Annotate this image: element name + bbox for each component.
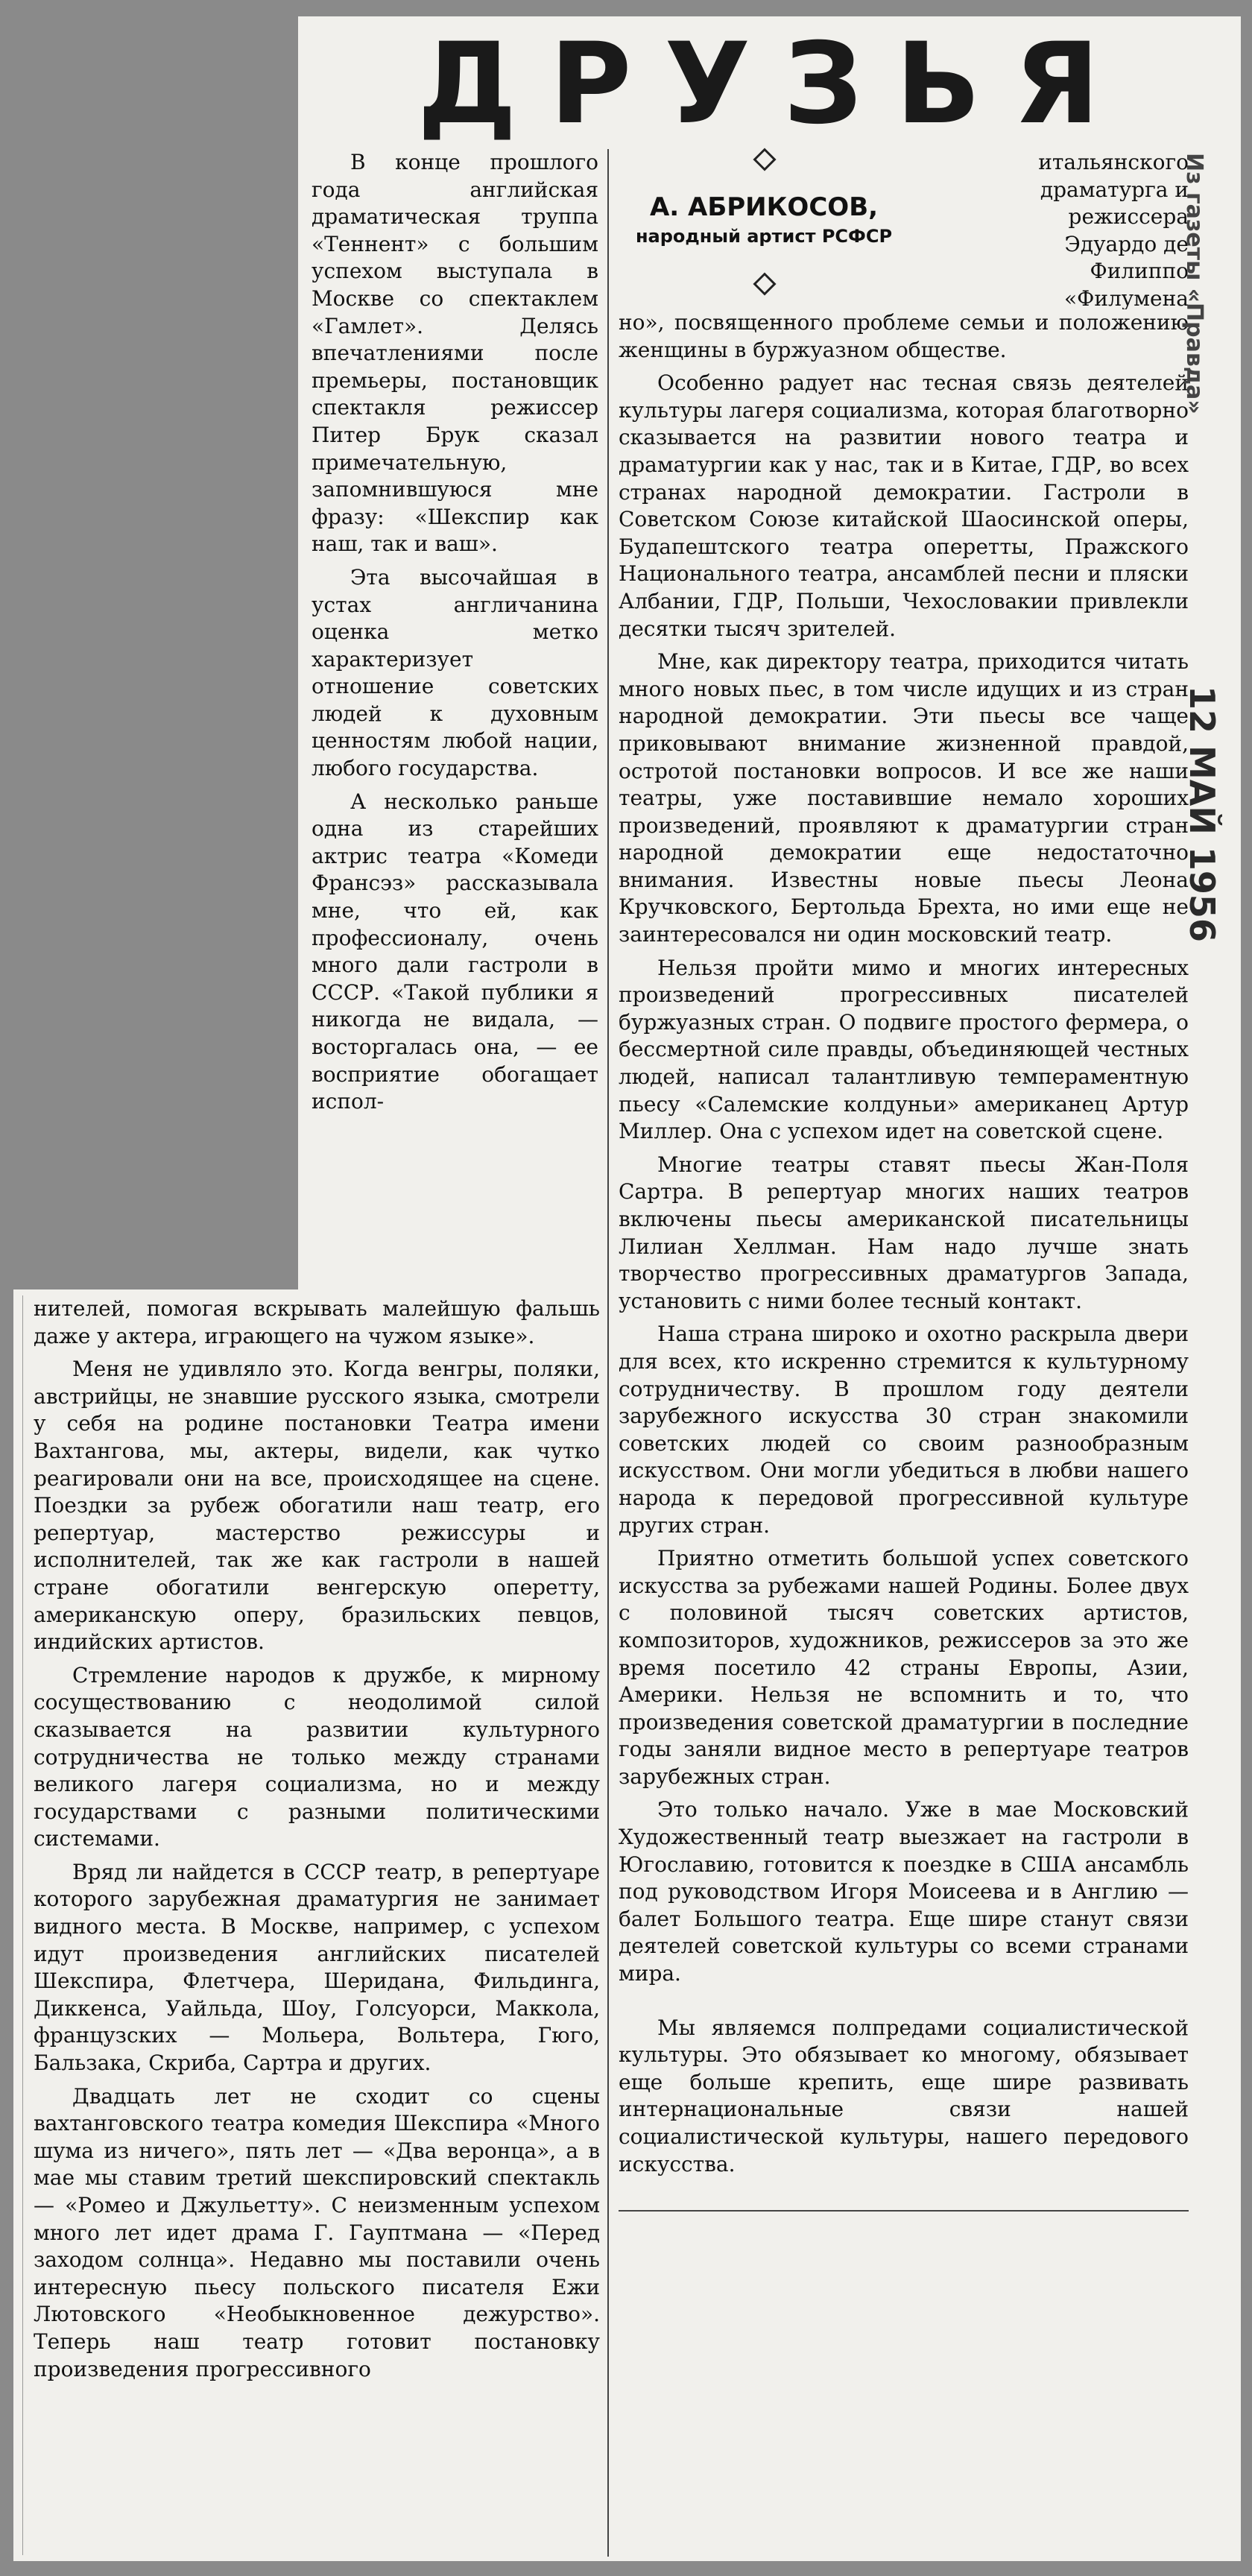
date-stamp: 12 МАЙ 1956 [1182,686,1222,942]
article-column-left-top [312,149,598,1301]
paragraph: нителей, помогая вскрывать малейшую фальшь даже у актера, играющего на чужом языке». [34,1296,600,1348]
paragraph: Стремление народов к дружбе, к мирному сосуществованию с неодолимой силой сказывается на развитии культурного сотрудничества не только между странами великого лагеря социализма, но и между государствами с разными политическими системами. [34,1662,600,1852]
paragraph: Эта высочайшая в устах англичанина оценка метко характеризует отношение советских людей к духовным ценностям любой нации, любого государства. [312,564,598,781]
paragraph: Двадцать лет не сходит со сцены вахтанговского театра комедия Шекспира «Много шума из ничего», пять лет — «Два веронца», а в мае мы ставим третий шекспировский спектакль — «Ромео и Джульетту». С неизменным успехом много лет идет драма Г. Гауптмана — «Перед заходом солнца». Недавно мы поставили очень интересную пьесу польского писателя Ежи Лютовского «Необыкновенное дежурство». Теперь наш театр готовит постановку произведения прогрессивного [34,2083,600,2381]
column-divider [22,1295,23,2555]
article-column-right [619,309,1189,2553]
paragraph: Мне, как директору театра, приходится читать много новых пьес, в том числе идущих и из стран народной демократии. Эти пьесы все чаще приковывают внимание жизненной правдой, остротой постановки вопросов. И все же наши театры, уже поставившие немало хороших произведений, проявляют к драматургии стран народной демократии еще недостаточно внимания. Известны новые пьесы Леона Кручковского, Бертольда Брехта, но ими еще не заинтересовался ни один московский театр. [619,649,1189,947]
headline: ДРУЗЬЯ [417,19,1133,149]
paragraph: Особенно радует нас тесная связь деятелей культуры лагеря социализма, которая благотворно сказывается на развитии нового театра и драматургии как у нас, так и в Китае, ГДР, во всех странах народной демократии. Гастроли в Советском Союзе китайской Шаосинской оперы, Будапештского театра оперетты, Пражского Национального театра, ансамблей песни и пляски Албании, ГДР, Польши, Чехословакии привлекли десятки тысяч зрителей. [619,370,1189,641]
paragraph: итальянского драматурга и режиссера Эдуардо де Филиппо «Филумена [1038,150,1189,309]
column-divider [607,149,609,2557]
byline-rank: народный артист РСФСР [635,226,893,247]
article-column-left-bottom [34,1295,600,2555]
paragraph: Меня не удивляло это. Когда венгры, поляки, австрийцы, не знавшие русского языка, смотрели у себя на родине постановки Театра имени Вахтангова, мы, актеры, видели, как чутко реагировали они на все, происходящее на сцене. Поездки за рубеж обогатили наш театр, его репертуар, мастерство режиссуры и исполнителей, так же как гастроли в нашей стране обогатили венгерскую оперетту, американскую оперу, бразильских певцов, индийских артистов. [34,1357,600,1655]
byline-author: А. АБРИКОСОВ, [649,192,879,222]
paragraph: Многие театры ставят пьесы Жан-Поля Сартра. В репертуар многих наших театров включены пьесы американской писательницы Лилиан Хеллман. Нам надо лучше знать творчество прогрессивных драматургов Запада, установить с ними более тесный контакт. [619,1152,1189,1313]
paragraph: Приятно отметить большой успех советского искусства за рубежами нашей Родины. Более двух с половиной тысяч советских артистов, композиторов, художников, режиссеров за это же время посетило 42 страны Европы, Азии, Америки. Нельзя не вспомнить и то, что произведения советской драматургии в последние годы заняли видное место в репертуаре театров зарубежных стран. [619,1546,1189,1789]
paragraph: Это только начало. Уже в мае Московский Художественный театр выезжает на гастроли в Югославию, готовится к поездке в США ансамбль под руководством Игоря Моисеева и в Англию — балет Большого театра. Еще шире станут связи деятелей советской культуры со всеми странами мира. [619,1797,1189,1986]
paragraph: Наша страна широко и охотно раскрыла двери для всех, кто искренно стремится к культурному сотрудничеству. В прошлом году деятели зарубежного искусства 30 стран знакомили советских людей со своим разнообразным искусством. Они могли убедиться в любви нашего народа к передовой прогрессивной культуре других стран. [619,1322,1189,1538]
byline [589,190,939,248]
paragraph: В конце прошлого года английская драматическая труппа «Теннент» с большим успехом выступала в Москве со спектаклем «Гамлет». Делясь впечатлениями после премьеры, постановщик спектакля режиссер Питер Брук сказал примечательную, запомнившуюся мне фразу: «Шекспир как наш, так и ваш». [312,150,598,557]
paragraph: Мы являемся полпредами социалистической культуры. Это обязывает ко многому, обязывает еще больше крепить, еще шире развивать интернациональные связи нашей социалистической культуры, нашего передового искусства. [619,2015,1189,2176]
source-stamp: Из газеты «Правда» [1181,153,1207,414]
paragraph: Вряд ли найдется в СССР театр, в репертуаре которого зарубежная драматургия не занимает видного места. В Москве, например, с успехом идут произведения английских писателей Шекспира, Флетчера, Шеридана, Фильдинга, Диккенса, Уайльда, Шоу, Голсуорси, Маккола, французских — Мольера, Вольтера, Гюго, Бальзака, Скриба, Сартра и других. [34,1859,600,2076]
section-divider [619,2210,1189,2212]
article-column-right-top [973,149,1189,309]
paragraph: но», посвященного проблеме семьи и положению женщины в буржуазном обществе. [619,310,1189,362]
paragraph: А несколько раньше одна из старейших актрис театра «Комеди Франсэз» рассказывала мне, что ей, как профессионалу, очень много дали гастроли в СССР. «Такой публики я никогда не видала, — восторгалась она, — ее восприятие обогащает испол- [312,789,598,1114]
paragraph: Нельзя пройти мимо и многих интересных произведений прогрессивных писателей буржуазных стран. О подвиге простого фермера, о бессмертной силе правды, объединяющей честных людей, написал талантливую темпераментную пьесу «Салемские колдуньи» американец Артур Миллер. Она с успехом идет на советской сцене. [619,955,1189,1144]
